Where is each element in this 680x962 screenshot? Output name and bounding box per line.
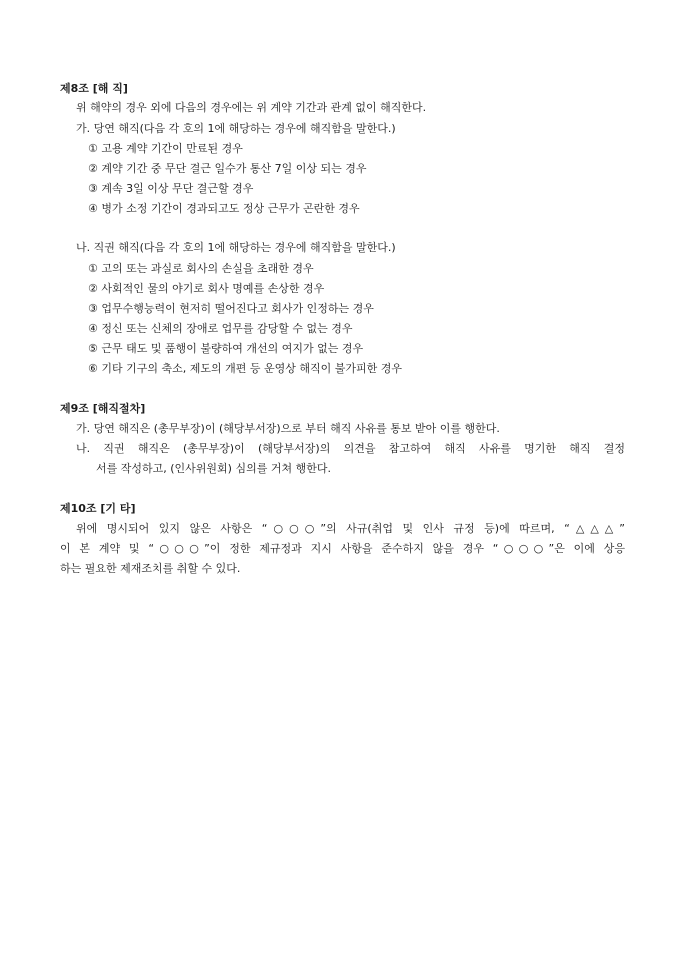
article-8-intro: 위 해약의 경우 외에 다음의 경우에는 위 계약 기간과 관계 없이 해직한다. xyxy=(76,101,427,114)
article-8-na-item-2: ② 사회적인 물의 야기로 회사 명예를 손상한 경우 xyxy=(88,282,325,295)
article-8-na-item-4: ④ 정신 또는 신체의 장애로 업무를 감당할 수 없는 경우 xyxy=(88,322,353,335)
article-9-na-line-1: 나. 직권 해직은 (총무부장)이 (해당부서장)의 의견을 참고하여 해직 사유를 명기한 해직 결정 xyxy=(76,442,625,455)
article-8-ga-item-1: ① 고용 계약 기간이 만료된 경우 xyxy=(88,142,243,155)
article-10-line-2: 이 본 계약 및 “○○○”이 정한 제규정과 지시 사항을 준수하지 않을 경우 “○○○”은 이에 상응 xyxy=(60,542,625,555)
article-8-na-item-1: ① 고의 또는 과실로 회사의 손실을 초래한 경우 xyxy=(88,262,314,275)
article-10-line-3: 하는 필요한 제재조치를 취할 수 있다. xyxy=(60,562,241,575)
article-9-title: 제9조 [해직절차] xyxy=(60,402,146,415)
article-8-ga-item-2: ② 계약 기간 중 무단 결근 일수가 통산 7일 이상 되는 경우 xyxy=(88,162,367,175)
article-8-ga-heading: 가. 당연 해직(다음 각 호의 1에 해당하는 경우에 해직함을 말한다.) xyxy=(76,122,396,135)
article-10-line-1: 위에 명시되어 있지 않은 사항은 “○○○”의 사규(취업 및 인사 규정 등)에 따르며, “△△△” xyxy=(76,522,625,535)
article-8-ga-item-4: ④ 병가 소정 기간이 경과되고도 정상 근무가 곤란한 경우 xyxy=(88,202,360,215)
article-8-ga-item-3: ③ 계속 3일 이상 무단 결근할 경우 xyxy=(88,182,254,195)
article-9-ga: 가. 당연 해직은 (총무부장)이 (해당부서장)으로 부터 해직 사유를 통보 받아 이를 행한다. xyxy=(76,422,500,435)
article-8-na-item-3: ③ 업무수행능력이 현저히 떨어진다고 회사가 인정하는 경우 xyxy=(88,302,374,315)
article-9-na-line-2: 서를 작성하고, (인사위원회) 심의를 거쳐 행한다. xyxy=(96,462,331,475)
article-8-na-item-6: ⑥ 기타 기구의 축소, 제도의 개편 등 운영상 해직이 불가피한 경우 xyxy=(88,362,402,375)
article-8-na-heading: 나. 직권 해직(다음 각 호의 1에 해당하는 경우에 해직함을 말한다.) xyxy=(76,241,396,254)
article-8-na-item-5: ⑤ 근무 태도 및 품행이 불량하여 개선의 여지가 없는 경우 xyxy=(88,342,364,355)
article-8-title: 제8조 [해 직] xyxy=(60,82,128,95)
article-10-title: 제10조 [기 타] xyxy=(60,502,136,515)
